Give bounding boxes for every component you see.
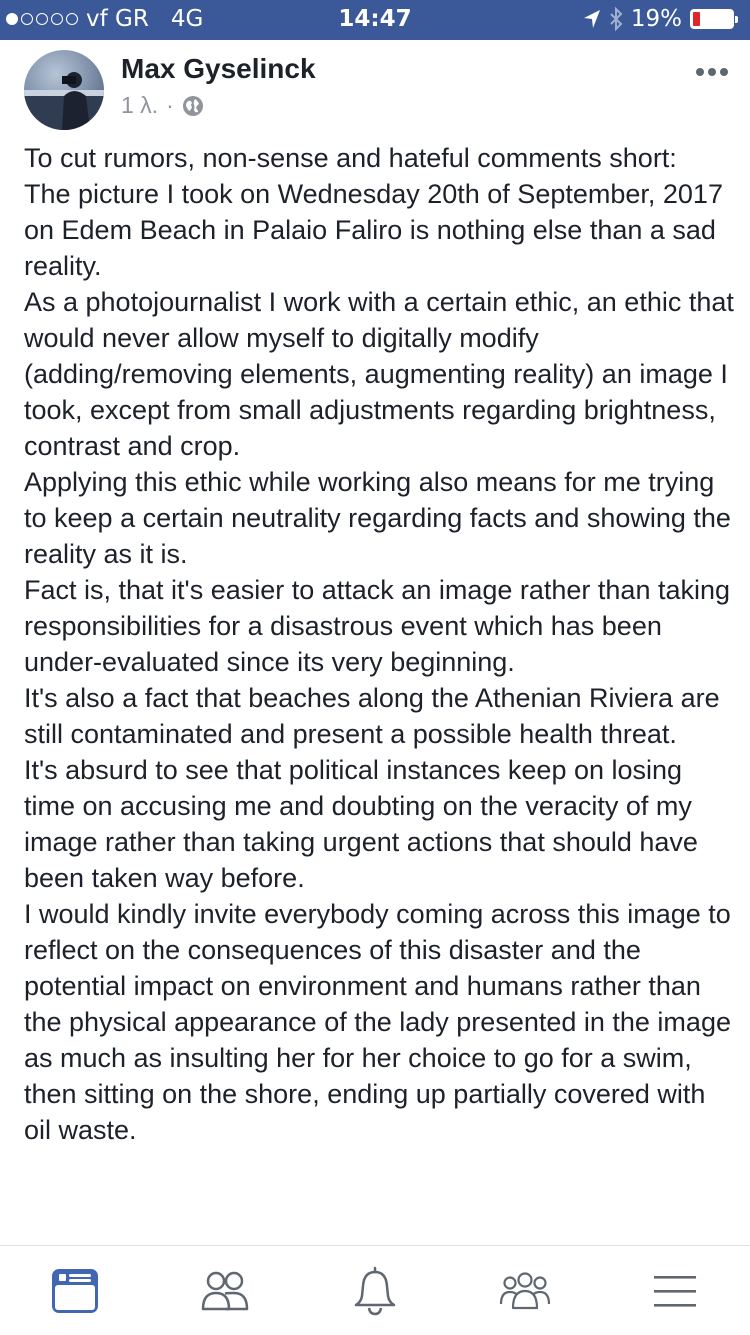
post-paragraph: It's absurd to see that political instances keep on losing time on accusing me and doubting on the veracity of my image rather than taking urgent actions that should have been taken way before. [24, 755, 698, 893]
globe-icon [182, 95, 204, 117]
carrier-name: vf GR [86, 6, 149, 32]
post-paragraph: Fact is, that it's easier to attack an image rather than taking responsibilities for a disastrous event which has been under-evaluated since its very beginning. [24, 575, 731, 677]
avatar-photo [24, 50, 104, 130]
meta-separator: · [166, 92, 174, 118]
battery-percent: 19% [630, 6, 682, 32]
more-options-icon[interactable] [696, 68, 728, 76]
status-bar [0, 0, 750, 40]
bluetooth-icon [609, 7, 623, 31]
tab-friends[interactable] [185, 1259, 265, 1323]
network-type: 4G [170, 6, 204, 32]
post-paragraph: Applying this ethic while working also means for me trying to keep a certain neutrality regarding facts and showing the reality as it is. [24, 467, 731, 569]
status-right [583, 6, 734, 32]
bell-icon [353, 1266, 397, 1316]
post-meta [121, 92, 204, 119]
battery-icon [690, 9, 734, 29]
tab-menu[interactable] [635, 1259, 715, 1323]
author-name[interactable]: Max Gyselinck [121, 53, 316, 84]
post-paragraph: The picture I took on Wednesday 20th of September, 2017 on Edem Beach in Palaio Faliro is nothing else than a sad reality. [24, 179, 723, 281]
tab-groups[interactable] [485, 1259, 565, 1323]
menu-icon [652, 1273, 698, 1309]
groups-icon [499, 1271, 551, 1311]
friends-icon [200, 1269, 250, 1313]
post-header [0, 40, 750, 140]
post-body [24, 140, 736, 1148]
post-paragraph: As a photojournalist I work with a certain ethic, an ethic that would never allow myself to digitally modify (adding/removing elements, augmenting reality) an image I took, except from small adjustments regarding brightness, contrast and crop. [24, 287, 734, 461]
bottom-tab-bar [0, 1245, 750, 1335]
post-paragraph: It's also a fact that beaches along the Athenian Riviera are still contaminated and present a possible health threat. [24, 683, 720, 749]
post-paragraph: To cut rumors, non-sense and hateful comments short: [24, 143, 677, 173]
post-paragraph: I would kindly invite everybody coming across this image to reflect on the consequences of this disaster and the potential impact on environment and humans rather than the physical appearance of the lady presented in the image as much as insulting her for her choice to go for a swim, then sitting on the shore, ending up partially covered with oil waste. [24, 899, 731, 1145]
tab-news-feed[interactable] [35, 1259, 115, 1323]
status-time: 14:47 [338, 6, 412, 32]
battery-level-fill [693, 12, 700, 26]
post-time[interactable]: 1 λ. [121, 92, 159, 118]
location-arrow-icon [583, 9, 601, 29]
tab-notifications[interactable] [335, 1259, 415, 1323]
avatar[interactable] [24, 50, 104, 130]
news-feed-icon [51, 1268, 99, 1314]
